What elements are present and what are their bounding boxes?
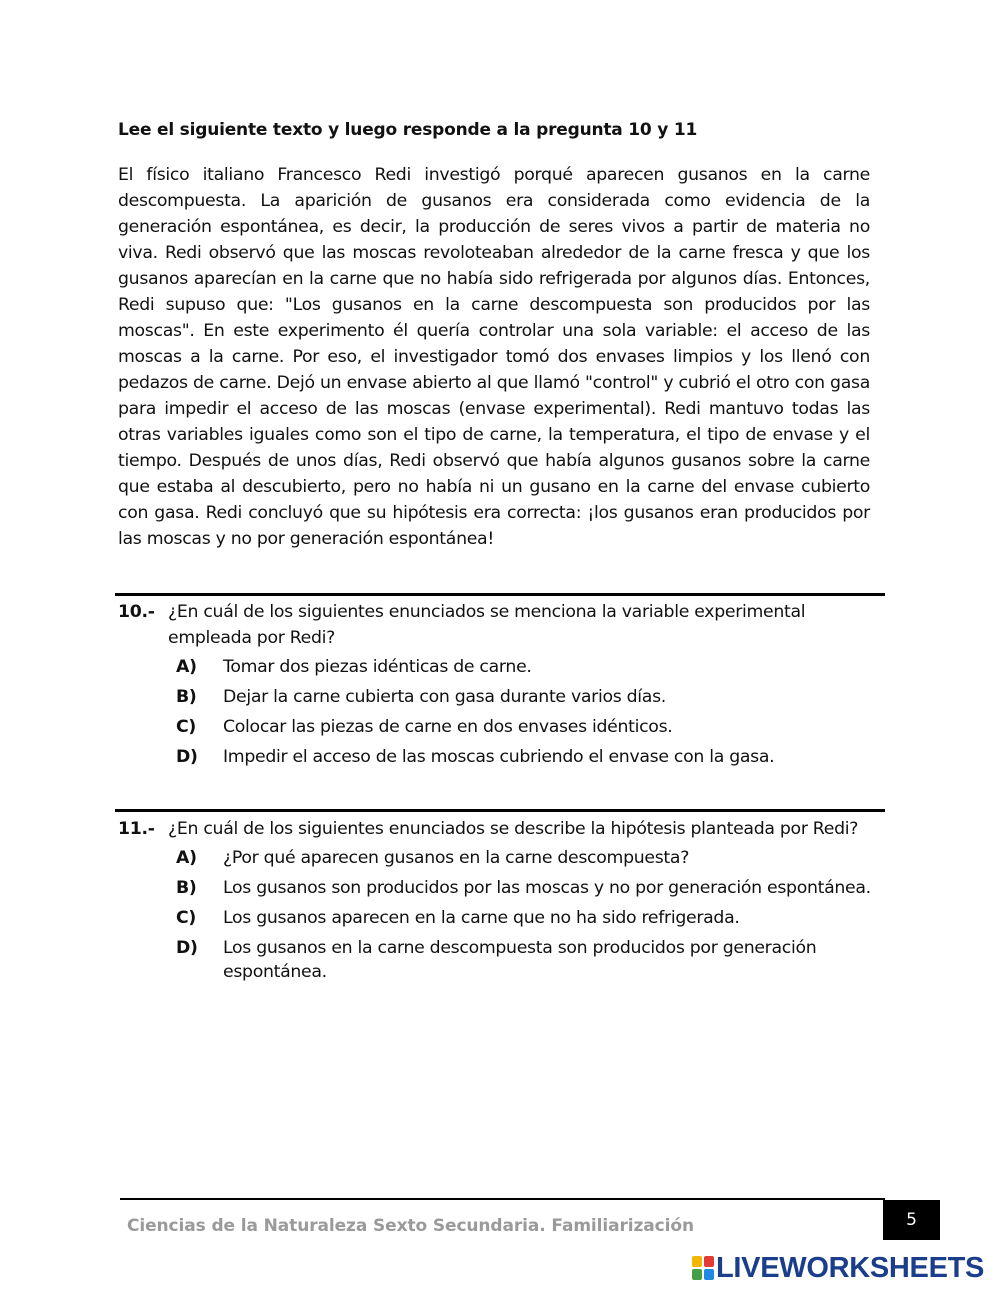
option-text: Los gusanos son producidos por las moscas y no por generación espontánea. [223,878,871,898]
option-letter: C) [176,908,196,928]
option-letter: B) [176,878,197,898]
liveworksheets-brand[interactable] [692,1252,984,1284]
option-letter: A) [176,848,197,868]
answer-options [176,846,888,984]
option-text: Impedir el acceso de las moscas cubriendo el envase con la gasa. [223,747,775,767]
option-letter: B) [176,687,197,707]
option-text: Los gusanos en la carne descompuesta son producidos por generación espontánea. [223,938,817,982]
footer-course-title: Ciencias de la Naturaleza Sexto Secundaria. Familiarización [127,1216,694,1236]
option-letter: D) [176,747,198,767]
footer-divider [120,1198,885,1200]
answer-option-c[interactable] [176,906,888,930]
answer-option-a[interactable] [176,655,888,679]
page-number-box [883,1200,940,1240]
answer-options [176,655,888,769]
option-letter: D) [176,938,198,958]
option-letter: C) [176,717,196,737]
page-number: 5 [906,1210,917,1230]
answer-option-d[interactable] [176,936,888,984]
answer-option-b[interactable] [176,685,888,709]
option-text: Tomar dos piezas idénticas de carne. [223,657,532,677]
question-number: 11.- [118,819,155,839]
answer-option-d[interactable] [176,745,888,769]
question-10-divider [115,593,885,596]
answer-option-b[interactable] [176,876,888,900]
reading-passage: El físico italiano Francesco Redi investigó porqué aparecen gusanos en la carne descompuesta. La aparición de gusanos era considerada como evidencia de la generación espontánea, es decir, la producción de seres vivos a partir de materia no viva. Redi observó que las moscas revoloteaban alrededor de la carne fresca y que los gusanos aparecían en la carne que no había sido refrigerada por algunos días. Entonces, Redi supuso que: "Los gusanos en la carne descompuesta son producidos por las moscas". En este experimento él quería controlar una sola variable: el acceso de las moscas a la carne. Por eso, el investigador tomó dos envases limpios y los llenó con pedazos de carne. Dejó un envase abierto al que llamó "control" y cubrió el otro con gasa para impedir el acceso de las moscas (envase experimental). Redi mantuvo todas las otras variables iguales como son el tipo de carne, la temperatura, el tipo de envase y el tiempo. Después de unos días, Redi observó que había algunos gusanos sobre la carne que estaba al descubierto, pero no había ni un gusano en la carne del envase cubierto con gasa. Redi concluyó que su hipótesis era correcta: ¡los gusanos eran producidos por las moscas y no por generación espontánea! [118,165,870,549]
question-number: 10.- [118,602,155,622]
option-text: ¿Por qué aparecen gusanos en la carne descompuesta? [223,848,690,868]
option-text: Dejar la carne cubierta con gasa durante varios días. [223,687,666,707]
option-letter: A) [176,657,197,677]
option-text: Los gusanos aparecen en la carne que no ha sido refrigerada. [223,908,740,928]
question-10 [118,599,888,775]
question-text: ¿En cuál de los siguientes enunciados se describe la hipótesis planteada por Redi? [168,819,859,839]
instructions-heading: Lee el siguiente texto y luego responde a la pregunta 10 y 11 [118,120,698,140]
answer-option-c[interactable] [176,715,888,739]
liveworksheets-logo-icon [692,1256,714,1280]
question-11-divider [115,809,885,812]
answer-option-a[interactable] [176,846,888,870]
brand-wordmark: LIVEWORKSHEETS [716,1251,985,1284]
question-text: ¿En cuál de los siguientes enunciados se menciona la variable experimental empleada por Redi? [168,602,806,648]
option-text: Colocar las piezas de carne en dos envases idénticos. [223,717,673,737]
question-11 [118,816,888,990]
